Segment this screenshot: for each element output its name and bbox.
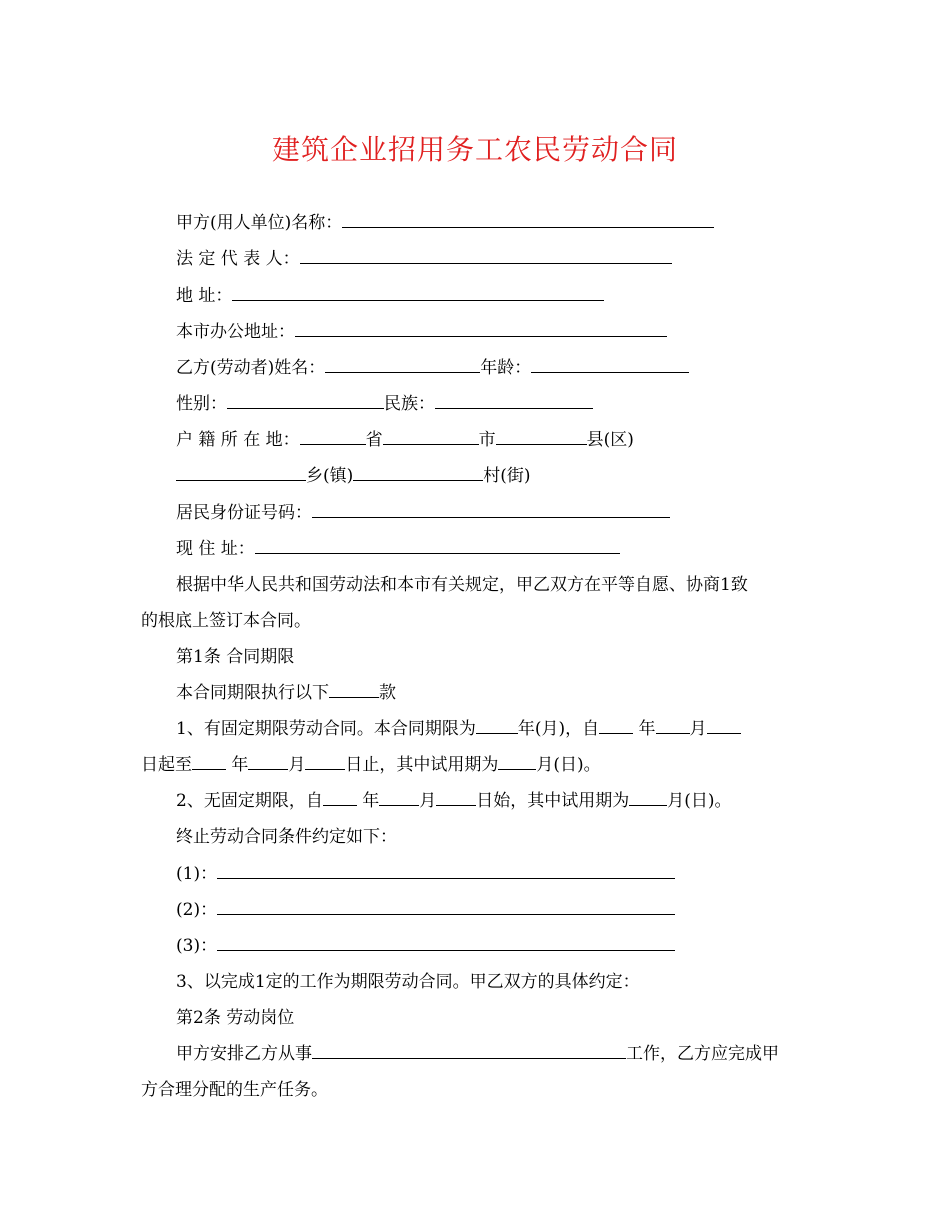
choose-prefix: 本合同期限执行以下	[176, 683, 329, 703]
household-row	[176, 429, 634, 451]
intro-line-1: 根据中华人民共和国劳动法和本市有关规定，甲乙双方在平等自愿、协商1致	[176, 575, 748, 595]
party-b-name-blank[interactable]	[325, 358, 480, 373]
item1-b: 年(月)，自	[517, 719, 600, 739]
address-row	[176, 285, 604, 307]
probation-blank-1[interactable]	[498, 755, 536, 770]
condition-3-blank[interactable]	[217, 936, 675, 951]
household-label: 户 籍 所 在 地：	[176, 430, 300, 450]
province-label: 省	[365, 430, 383, 450]
ethnicity-blank[interactable]	[435, 394, 593, 409]
county-label: 县(区)	[586, 430, 634, 450]
condition-1-label: (1)：	[176, 864, 218, 884]
province-blank[interactable]	[300, 430, 366, 445]
item1-g: 月	[288, 755, 306, 775]
article2-line-1	[176, 1043, 779, 1065]
current-address-blank[interactable]	[255, 539, 620, 554]
id-number-blank[interactable]	[312, 503, 670, 518]
legal-rep-row	[176, 248, 672, 270]
legal-rep-label: 法 定 代 表 人：	[176, 249, 300, 269]
village-label: 村(街)	[483, 466, 531, 486]
gender-row	[176, 393, 593, 415]
county-blank[interactable]	[496, 430, 587, 445]
document-title: 建筑企业招用务工农民劳动合同	[271, 133, 678, 166]
item2-e: 月(日)。	[667, 791, 732, 811]
item2-day-blank[interactable]	[436, 791, 476, 806]
id-number-row	[176, 502, 670, 524]
condition-3-row	[176, 935, 675, 957]
gender-blank[interactable]	[227, 394, 384, 409]
condition-1-row	[176, 863, 675, 885]
end-day-blank[interactable]	[305, 755, 345, 770]
office-address-blank[interactable]	[295, 322, 667, 337]
city-label: 市	[478, 430, 496, 450]
current-address-row	[176, 538, 620, 560]
party-b-name-label: 乙方(劳动者)姓名：	[176, 358, 326, 378]
id-number-label: 居民身份证号码：	[176, 503, 312, 523]
start-month-blank[interactable]	[656, 719, 690, 734]
current-address-label: 现 住 址：	[176, 539, 255, 559]
end-month-blank[interactable]	[248, 755, 288, 770]
party-a-name-row	[176, 212, 714, 234]
item1-i: 月(日)。	[536, 755, 601, 775]
ethnicity-label: 民族：	[384, 394, 435, 414]
city-blank[interactable]	[383, 430, 479, 445]
termination-line: 终止劳动合同条件约定如下：	[176, 827, 397, 847]
item2-d: 日始，其中试用期为	[476, 791, 630, 811]
party-b-row	[176, 357, 689, 379]
gender-label: 性别：	[176, 394, 227, 414]
end-year-blank[interactable]	[192, 755, 226, 770]
item2-c: 月	[419, 791, 437, 811]
item1-e: 日起至	[141, 755, 192, 775]
article1-heading: 第1条 合同期限	[176, 647, 295, 667]
item1-c: 年	[638, 719, 656, 739]
start-year-blank[interactable]	[599, 719, 633, 734]
item2-line	[176, 790, 732, 812]
condition-2-label: (2)：	[176, 900, 218, 920]
article1-choose-row	[176, 682, 396, 704]
item1-line-2	[141, 754, 601, 776]
item1-d: 月	[689, 719, 707, 739]
item2-year-blank[interactable]	[323, 791, 357, 806]
party-a-name-blank[interactable]	[342, 213, 714, 228]
article2-line-2: 方合理分配的生产任务。	[141, 1080, 328, 1100]
item2-b: 年	[362, 791, 380, 811]
start-day-blank[interactable]	[707, 719, 741, 734]
item2-month-blank[interactable]	[379, 791, 419, 806]
item1-f: 年	[231, 755, 249, 775]
choose-suffix: 款	[379, 683, 396, 703]
article2-heading: 第2条 劳动岗位	[176, 1008, 295, 1028]
condition-3-label: (3)：	[176, 936, 218, 956]
township-label: 乡(镇)	[306, 466, 354, 486]
article2-line-1-b: 工作，乙方应完成甲	[626, 1044, 779, 1064]
condition-2-row	[176, 899, 675, 921]
village-blank[interactable]	[353, 466, 483, 481]
age-blank[interactable]	[531, 358, 689, 373]
job-blank[interactable]	[312, 1044, 626, 1059]
probation-blank-2[interactable]	[629, 791, 667, 806]
item1-h: 日止，其中试用期为	[345, 755, 499, 775]
term-length-blank[interactable]	[476, 719, 518, 734]
party-a-name-label: 甲方(用人单位)名称：	[176, 213, 343, 233]
address-label: 地 址：	[176, 286, 233, 306]
item1-line-1	[176, 718, 741, 740]
legal-rep-blank[interactable]	[300, 249, 672, 264]
address-blank[interactable]	[232, 286, 604, 301]
choose-blank[interactable]	[329, 683, 379, 698]
item2-a: 2、无固定期限，自	[176, 791, 323, 811]
condition-2-blank[interactable]	[217, 900, 675, 915]
article2-line-1-a: 甲方安排乙方从事	[176, 1044, 312, 1064]
condition-1-blank[interactable]	[217, 864, 675, 879]
age-label: 年龄：	[480, 358, 532, 378]
office-address-label: 本市办公地址：	[176, 322, 295, 342]
township-blank[interactable]	[176, 466, 306, 481]
item1-a: 1、有固定期限劳动合同。本合同期限为	[176, 719, 476, 739]
township-row	[176, 465, 531, 487]
office-address-row	[176, 321, 667, 343]
intro-line-2: 的根底上签订本合同。	[141, 611, 311, 631]
item3-line: 3、以完成1定的工作为期限劳动合同。甲乙双方的具体约定：	[176, 972, 640, 992]
